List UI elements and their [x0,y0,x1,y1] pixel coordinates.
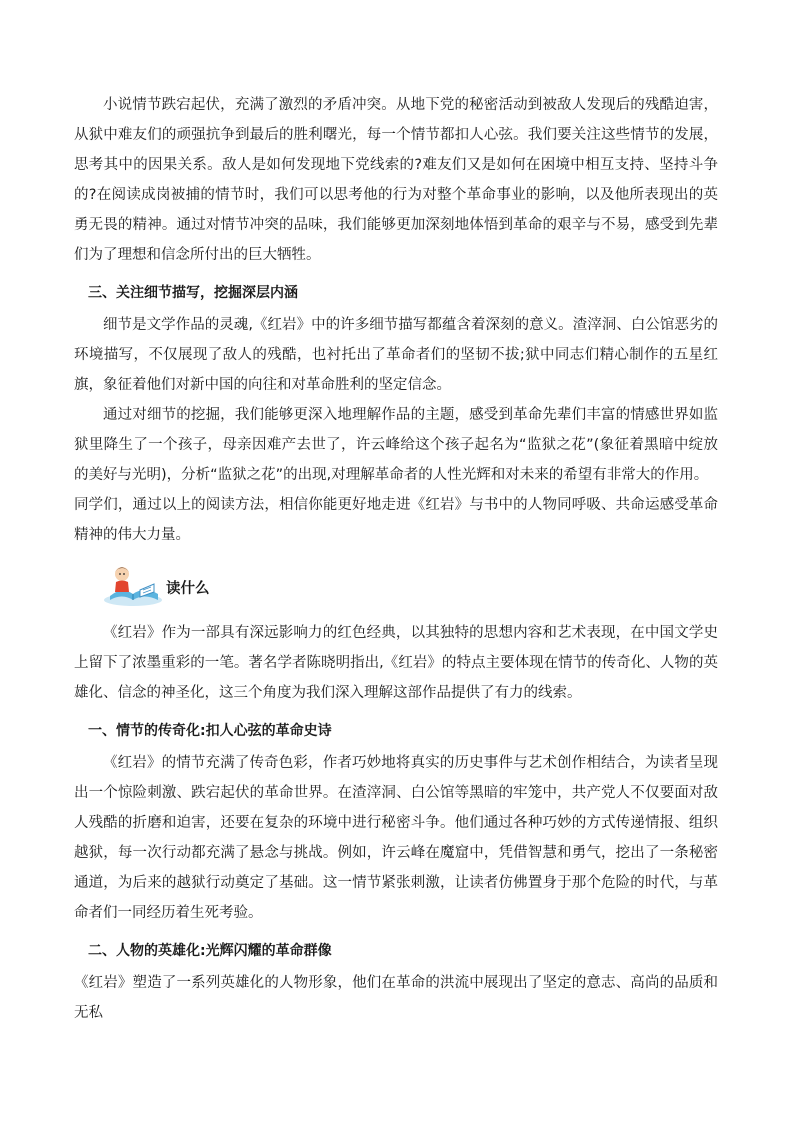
section-heading-details: 三、关注细节描写，挖掘深层内涵 [88,285,298,301]
intro-paragraph-plot: 小说情节跌宕起伏，充满了激烈的矛盾冲突。从地下党的秘密活动到被敌人发现后的残酷迫害，从狱中难友们的顽强抗争到最后的胜利曙光，每一个情节都扣人心弦。我们要关注这些情节的发展，思考其中的因果关系。敌人是如何发现地下党线索的?难友们又是如何在困境中相互支持、坚持斗争的?在阅读成岗被捕的情节时，我们可以思考他的行为对整个革命事业的影响，以及他所表现出的英勇无畏的精神。通过对情节冲突的品味，我们能够更加深刻地体悟到革命的艰辛与不易，感受到先辈们为了理想和信念所付出的巨大牺牲。 [74,97,718,263]
reading-child-book-icon [102,560,164,608]
paragraph-details-1: 细节是文学作品的灵魂,《红岩》中的许多细节描写都蕴含着深刻的意义。渣滓洞、白公馆恶劣的环境描写，不仅展现了敌人的残酷，也衬托出了革命者们的坚韧不拔;狱中同志们精心制作的五星红旗，象征着他们对新中国的向往和对革命胜利的坚定信念。 [74,317,718,393]
paragraph-details-2: 通过对细节的挖掘，我们能够更深入地理解作品的主题，感受到革命先辈们丰富的情感世界如监狱里降生了一个孩子，母亲因难产去世了，许云峰给这个孩子起名为“监狱之花”(象征着黑暗中绽放的美好与光明)，分析“监狱之花”的出现,对理解革命者的人性光辉和对未来的希望有非常大的作用。 [74,407,718,483]
paragraph-conclusion: 同学们，通过以上的阅读方法，相信你能更好地走进《红岩》与书中的人物同呼吸、共命运感受革命精神的伟大力量。 [74,497,718,543]
paragraph-read-intro: 《红岩》作为一部具有深远影响力的红色经典，以其独特的思想内容和艺术表现，在中国文学史上留下了浓墨重彩的一笔。著名学者陈晓明指出,《红岩》的特点主要体现在情节的传奇化、人物的英雄化、信念的神圣化，这三个角度为我们深入理解这部作品提供了有力的线索。 [74,625,718,701]
section-heading-plot-legend: 一、情节的传奇化:扣人心弦的革命史诗 [88,723,332,739]
document-page [74,90,718,1028]
read-section-header [102,556,718,608]
paragraph-heroes: 《红岩》塑造了一系列英雄化的人物形象，他们在革命的洪流中展现出了坚定的意志、高尚的品质和无私 [74,975,718,1021]
paragraph-plot-legend: 《红岩》的情节充满了传奇色彩，作者巧妙地将真实的历史事件与艺术创作相结合，为读者呈现出一个惊险刺激、跌宕起伏的革命世界。在渣滓洞、白公馆等黑暗的牢笼中，共产党人不仅要面对敌人残酷的折磨和迫害，还要在复杂的环境中进行秘密斗争。他们通过各种巧妙的方式传递情报、组织越狱，每一次行动都充满了悬念与挑战。例如，许云峰在魔窟中，凭借智慧和勇气，挖出了一条秘密通道，为后来的越狱行动奠定了基础。这一情节紧张刺激，让读者仿佛置身于那个危险的时代，与革命者们一同经历着生死考验。 [74,755,718,921]
read-section-title: 读什么 [166,581,210,597]
section-heading-heroes: 二、人物的英雄化:光辉闪耀的革命群像 [88,943,332,959]
